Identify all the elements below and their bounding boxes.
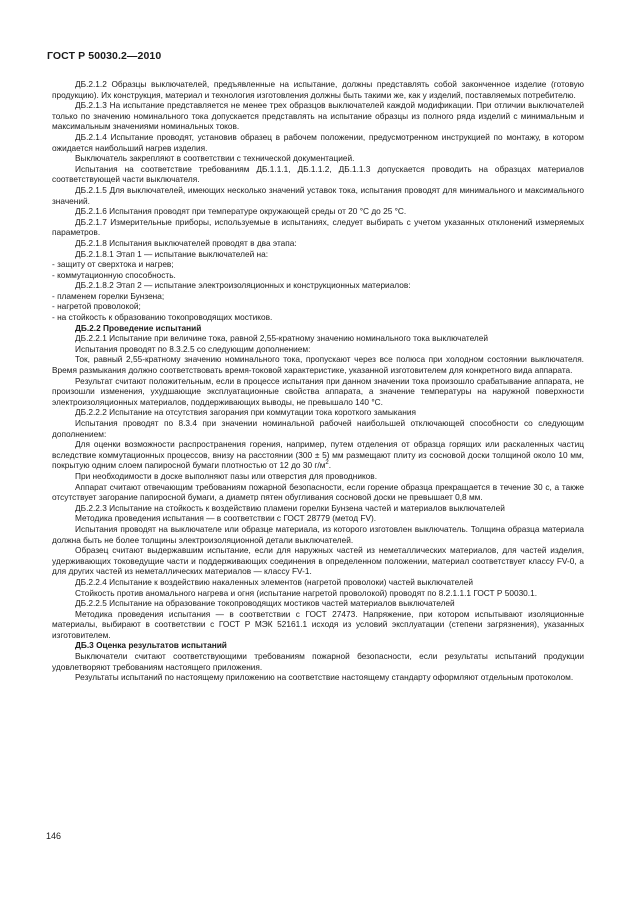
paragraph: ДБ.2.1.8.2 Этап 2 — испытание электроизоляционных и конструкционных материалов:	[75, 280, 411, 291]
paragraph: ДБ.2.1.3 На испытание представляется не менее трех образцов выключателей каждой модификации. При отличии выключателей только по значению номинального тока допускается представлять на испытание образцы из полного ряда изделий с минимальным и максимальным значениями номинальных токов.	[52, 100, 584, 132]
page-body	[52, 79, 584, 683]
paragraph: Методика проведения испытания — в соответствии с ГОСТ 28779 (метод FV).	[75, 513, 377, 524]
paragraph: Ток, равный 2,55-кратному значению номинального тока, пропускают через все полюса при холодном состоянии выключателя. Время размыкания должно соответствовать время-токовой характеристике, указанной изготовителем для конкретного вида аппарата.	[52, 354, 584, 376]
paragraph: ДБ.2.2.1 Испытание при величине тока, равной 2,55-кратному значению номинального тока выключателей	[75, 333, 489, 344]
paragraph-end: .	[328, 460, 332, 471]
document-header: ГОСТ Р 50030.2—2010	[47, 50, 162, 62]
paragraph: Результаты испытаний по настоящему приложению на соответствие настоящему стандарту оформляют отдельным протоколом.	[75, 672, 574, 683]
paragraph: ДБ.2.1.8 Испытания выключателей проводят в два этапа:	[75, 237, 297, 248]
paragraph: ДБ.2.2.2 Испытание на отсутствия загорания при коммутации тока короткого замыкания	[75, 407, 416, 418]
list-item: - защиту от сверхтока и нагрев;	[52, 259, 174, 270]
paragraph: Аппарат считают отвечающим требованиям пожарной безопасности, если горение образца прекращается в течение 30 с, а также отсутствует загорание папиросной бумаги, а диаметр пятен обугливания сосновой доски не превышает 0,8 мм.	[52, 481, 584, 503]
paragraph: ДБ.2.1.2 Образцы выключателей, предъявленные на испытание, должны представлять собой законченное изделие (готовую продукцию). Их конструкция, материал и технология изготовления должны быть такими же, как у изделий, поставляемых потребителю.	[52, 79, 584, 100]
paragraph: ДБ.2.2.4 Испытание к воздействию накаленных элементов (нагретой проволоки) частей выключателей	[75, 576, 474, 587]
page-number: 146	[46, 831, 62, 841]
paragraph: ДБ.2.1.4 Испытание проводят, установив образец в рабочем положении, предусмотренном инструкцией по монтажу, в котором ожидается наибольший нагрев изделия.	[52, 131, 584, 153]
paragraph: ДБ.2.2.3 Испытание на стойкость к воздействию пламени горелки Бунзена частей и материалов выключателей	[75, 502, 505, 513]
paragraph: Образец считают выдержавшим испытание, если для наружных частей из неметаллических материалов, для частей изделия, удерживающих токоведущие части и поддерживающих соединения в определенном положении, материал соответствует классу FV-0, а для других частей из неметаллических материалов — классу FV-1.	[52, 545, 584, 577]
paragraph: ДБ.2.1.7 Измерительные приборы, используемые в испытаниях, следует выбирать с учетом указанных отклонений измеряемых параметров.	[52, 216, 584, 238]
paragraph: ДБ.2.2.5 Испытание на образование токопроводящих мостиков частей материалов выключателей	[75, 598, 455, 609]
section-heading: ДБ.2.2 Проведение испытаний	[75, 322, 202, 333]
paragraph: Стойкость против аномального нагрева и огня (испытание нагретой проволокой) проводят по 8.2.1.1.1 ГОСТ Р 50030.1.	[75, 587, 538, 598]
paragraph: ДБ.2.1.5 Для выключателей, имеющих несколько значений уставок тока, испытания проводят для минимального и максимального значений.	[52, 184, 584, 206]
paragraph: Испытания проводят по 8.3.2.5 со следующим дополнением:	[75, 343, 311, 354]
section-heading: ДБ.3 Оценка результатов испытаний	[75, 640, 227, 651]
paragraph: Методика проведения испытания — в соответствии с ГОСТ 27473. Напряжение, при котором испытывают изоляционные материалы, выбирают в соответствии с ГОСТ Р МЭК 52161.1 исходя из условий эксплуатации (степени загрязнения), указанных изготовителем.	[52, 608, 584, 640]
paragraph: Испытания проводят на выключателе или образце материала, из которого изготовлен выключатель. Толщина образца материала должна быть не более толщины электроизоляционной детали выключателей.	[52, 523, 584, 545]
paragraph: ДБ.2.1.8.1 Этап 1 — испытание выключателей на:	[75, 248, 269, 259]
paragraph: Испытания проводят по 8.3.4 при значении номинальной рабочей наибольшей отключающей способности со следующим дополнением:	[52, 418, 584, 439]
paragraph: Выключатели считают соответствующими требованиям пожарной безопасности, если результаты испытаний продукции удовлетворяют требованиям настоящего приложения.	[52, 651, 584, 672]
paragraph: При необходимости в доске выполняют пазы или отверстия для проводников.	[75, 470, 378, 481]
list-item: - пламенем горелки Бунзена;	[52, 290, 165, 301]
paragraph-text: Для оценки возможности распространения горения, например, путем отделения от образца горящих или раскаленных частиц вследствие коммутационных процессов, внизу на расстоянии (300 ± 5) мм размещают плиту из сосновой доски толщиной около 10 мм, покрытую одним слоем папиросной бумаги плотностью от 12 до 30 г/м	[52, 439, 584, 471]
list-item: - нагретой проволокой;	[52, 301, 141, 312]
list-item: - на стойкость к образованию токопроводящих мостиков.	[52, 312, 273, 323]
paragraph	[52, 439, 584, 471]
list-item: - коммутационную способность.	[52, 269, 176, 280]
superscript: 2	[325, 460, 329, 467]
paragraph: ДБ.2.1.6 Испытания проводят при температуре окружающей среды от 20 °С до 25 °С.	[75, 206, 407, 217]
paragraph: Результат считают положительным, если в процессе испытания при данном значении тока произошло срабатывание аппарата, не произошли изменения, ухудшающие эксплуатационные свойства аппарата, а значение температуры на наружной поверхности электроизоляционных материалов, поддерживающих выводы, не превышало 140 °С.	[52, 375, 584, 407]
paragraph: Выключатель закрепляют в соответствии с технической документацией.	[75, 153, 355, 164]
paragraph: Испытания на соответствие требованиям ДБ.1.1.1, ДБ.1.1.2, ДБ.1.1.3 допускается проводить на образцах материалов соответствующей части выключателя.	[52, 163, 584, 185]
